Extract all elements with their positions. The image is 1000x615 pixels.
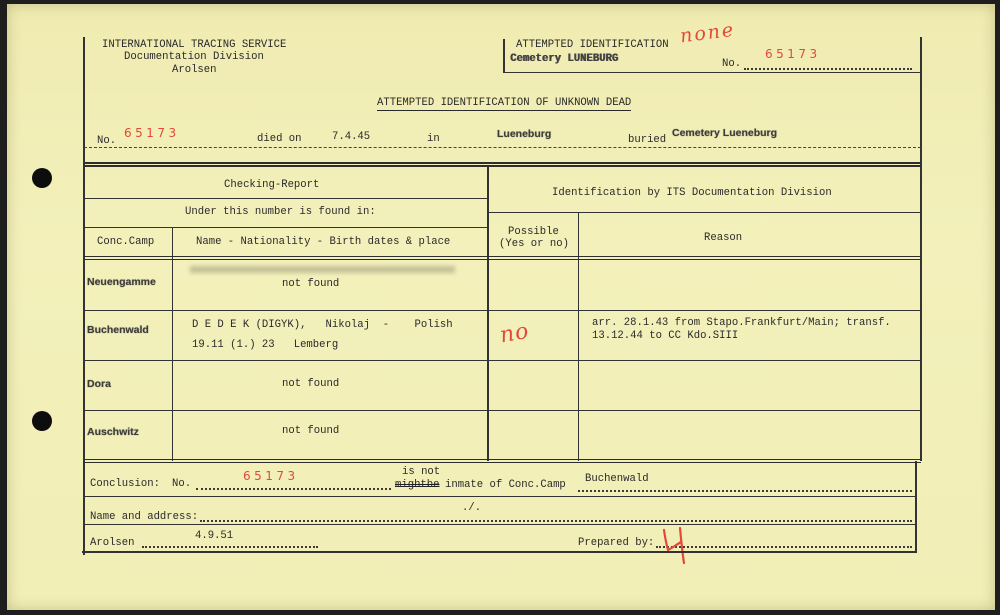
- conclusion-camp: Buchenwald: [585, 473, 649, 485]
- signature-mark: [655, 522, 695, 566]
- id-box-no-leader: [744, 68, 912, 70]
- conclusion-no-value: 65173: [243, 469, 299, 483]
- col-header-camp: Conc.Camp: [97, 236, 155, 248]
- footer-date-leader: [142, 546, 318, 548]
- header-bottom-double-line: [84, 256, 921, 260]
- camp-stamp-row-2: Buchenwald: [87, 324, 149, 336]
- burial-place-stamp: Cemetery Lueneburg: [672, 127, 778, 139]
- its-identification-title: Identification by ITS Documentation Division: [552, 187, 832, 199]
- col-header-reason: Reason: [704, 232, 743, 244]
- row-divider-2: [84, 360, 921, 361]
- its-title-divider: [488, 212, 921, 213]
- form-left-border: [83, 37, 85, 555]
- buried-label: buried: [628, 134, 667, 146]
- camp-stamp-row-4: Auschwitz: [87, 426, 139, 438]
- col-header-possible-hint: (Yes or no): [499, 238, 569, 250]
- conclusion-no-label: No.: [172, 478, 192, 490]
- handwritten-note: none: [678, 18, 737, 48]
- table-center-divider: [487, 166, 489, 461]
- hole-punch-bottom: [32, 411, 52, 431]
- prepared-by-label: Prepared by:: [578, 537, 655, 549]
- id-box-cemetery: Cemetery LUNEBURG: [510, 53, 619, 65]
- conclusion-camp-leader: [578, 490, 912, 492]
- id-box-title: ATTEMPTED IDENTIFICATION: [516, 39, 669, 51]
- name-result-row-3: not found: [282, 378, 340, 390]
- erased-text: [190, 266, 455, 273]
- record-no-value: 65173: [124, 126, 180, 140]
- name-result-row-4: not found: [282, 425, 340, 437]
- checking-report-subtitle: Under this number is found in:: [185, 206, 376, 218]
- footer-place: Arolsen: [90, 537, 135, 549]
- org-name: INTERNATIONAL TRACING SERVICE: [102, 39, 287, 51]
- person-birth-data: 19.11 (1.) 23 Lemberg: [192, 339, 339, 351]
- reason-line-1: arr. 28.1.43 from Stapo.Frankfurt/Main; transf.: [592, 317, 891, 329]
- checking-report-title: Checking-Report: [224, 179, 320, 191]
- conclusion-divider: [84, 496, 916, 497]
- col-header-possible: Possible: [508, 226, 559, 238]
- conclusion-no-leader: [196, 488, 391, 490]
- checking-title-divider: [84, 198, 487, 199]
- row-divider-1: [84, 310, 921, 311]
- row-divider-3: [84, 410, 921, 411]
- table-bottom-double-line: [84, 459, 921, 463]
- camp-stamp-row-1: Neuengamme: [87, 276, 156, 288]
- id-box-bottom-border: [503, 72, 921, 73]
- record-divider: [84, 147, 921, 148]
- form-title: ATTEMPTED IDENTIFICATION OF UNKNOWN DEAD: [377, 97, 632, 109]
- record-no-label: No.: [97, 135, 117, 147]
- conclusion-struck-text: mightbe: [395, 479, 440, 491]
- id-box-no-value: 65173: [765, 47, 821, 61]
- possible-column-divider: [578, 212, 579, 461]
- id-box-left-border: [503, 39, 505, 72]
- conclusion-text: inmate of Conc.Camp: [445, 479, 566, 491]
- footer-right-border: [915, 461, 917, 552]
- table-top-double-line: [84, 162, 921, 167]
- camp-stamp-row-3: Dora: [87, 378, 111, 390]
- checking-subtitle-divider: [84, 227, 487, 228]
- name-result-row-1: not found: [282, 278, 340, 290]
- name-address-value: ./.: [462, 502, 482, 514]
- col-header-name: Name - Nationality - Birth dates & place: [196, 236, 451, 248]
- form-right-border: [920, 37, 922, 461]
- name-address-divider: [84, 524, 916, 525]
- in-label: in: [427, 133, 440, 145]
- division-name: Documentation Division: [124, 51, 264, 63]
- org-city: Arolsen: [172, 64, 217, 76]
- form-bottom-border: [82, 551, 917, 553]
- person-name-nationality: D E D E K (DIGYK), Nikolaj - Polish: [192, 319, 453, 331]
- footer-date: 4.9.51: [195, 530, 234, 542]
- conclusion-typed-correction: is not: [402, 466, 441, 478]
- death-place-stamp: Lueneburg: [497, 128, 552, 140]
- died-label: died on: [257, 133, 302, 145]
- name-address-label: Name and address:: [90, 511, 199, 523]
- possible-answer-handwritten: no: [497, 318, 532, 349]
- name-address-leader: [200, 520, 912, 522]
- reason-line-2: 13.12.44 to CC Kdo.SIII: [592, 330, 739, 342]
- hole-punch-top: [32, 168, 52, 188]
- id-box-no-label: No.: [722, 58, 742, 70]
- conclusion-label: Conclusion:: [90, 478, 160, 490]
- camp-column-divider: [172, 227, 173, 461]
- died-date: 7.4.45: [332, 131, 371, 143]
